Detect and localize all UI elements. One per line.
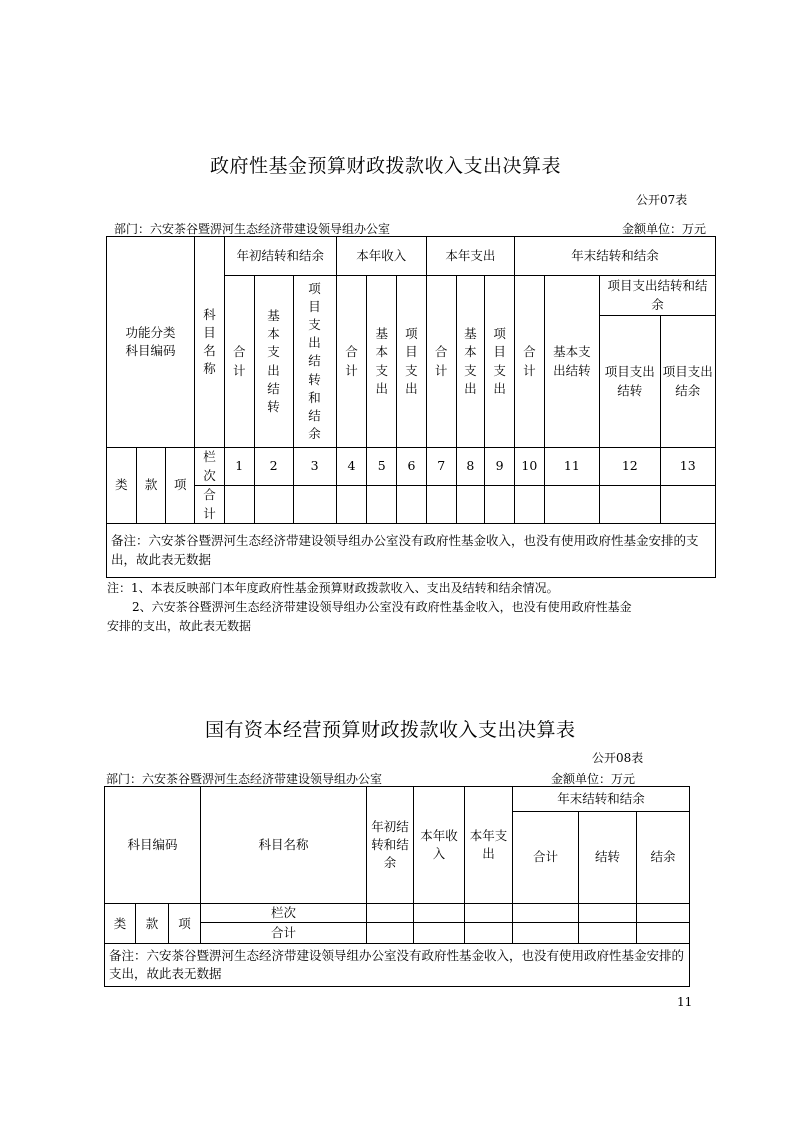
- heji-label: 合计: [201, 923, 367, 944]
- empty-cell: [579, 923, 637, 944]
- table08-remark: 备注：六安茶谷暨淠河生态经济带建设领导组办公室没有政府性基金收入，也没有使用政府性基金安排的支出，故此表无数据: [105, 944, 690, 987]
- empty-cell: [456, 486, 485, 524]
- column-number: 6: [397, 448, 427, 486]
- expense-total-header: 合计: [426, 276, 456, 448]
- column-number: 1: [224, 448, 254, 486]
- footnote-line-2: 2、六安茶谷暨淠河生态经济带建设领导组办公室没有政府性基金收入，也没有使用政府性基金: [132, 600, 632, 614]
- table07-grid: [106, 236, 716, 578]
- empty-cell: [254, 486, 293, 524]
- column-number: 10: [514, 448, 544, 486]
- empty-cell: [465, 904, 513, 923]
- column-number: 12: [600, 448, 660, 486]
- func-code-header: 功能分类科目编码: [107, 237, 195, 448]
- empty-cell: [293, 486, 336, 524]
- end-balance-header: 年末结转和结余: [513, 787, 690, 812]
- end-carry-header: 结转: [579, 812, 637, 904]
- empty-cell: [660, 486, 716, 524]
- income-header: 本年收入: [414, 787, 465, 904]
- empty-cell: [637, 923, 690, 944]
- empty-cell: [544, 486, 599, 524]
- table07-unit: 金额单位：万元: [622, 222, 707, 236]
- heji-label: 合计: [195, 486, 225, 524]
- table08-unit: 金额单位：万元: [551, 772, 636, 786]
- empty-cell: [579, 904, 637, 923]
- income-total-header: 合计: [336, 276, 367, 448]
- end-total-header: 合计: [513, 812, 579, 904]
- income-project-header: 项目支出: [397, 276, 427, 448]
- empty-cell: [465, 923, 513, 944]
- expense-header: 本年支出: [426, 237, 514, 276]
- empty-cell: [600, 486, 660, 524]
- begin-total-header: 合计: [224, 276, 254, 448]
- column-number: 2: [254, 448, 293, 486]
- table08-code: 公开08表: [592, 751, 644, 765]
- empty-cell: [367, 904, 414, 923]
- end-project-carry-header: 项目支出结转: [600, 316, 660, 448]
- end-project-group-header: 项目支出结转和结余: [600, 276, 716, 316]
- kuan-header: 款: [136, 904, 169, 944]
- expense-project-header: 项目支出: [485, 276, 515, 448]
- table08-grid: [104, 786, 690, 987]
- table07-remark: 备注：六安茶谷暨淠河生态经济带建设领导组办公室没有政府性基金收入，也没有使用政府性基金安排的支出，故此表无数据: [107, 524, 716, 578]
- end-project-balance-header: 项目支出结余: [660, 316, 716, 448]
- begin-balance-header: 年初结转和结余: [224, 237, 336, 276]
- income-basic-header: 基本支出: [367, 276, 397, 448]
- kuan-header: 款: [136, 448, 166, 524]
- empty-cell: [336, 486, 367, 524]
- column-number: 13: [660, 448, 716, 486]
- empty-cell: [426, 486, 456, 524]
- column-number: 4: [336, 448, 367, 486]
- begin-balance-header: 年初结转和结余: [367, 787, 414, 904]
- begin-project-header: 项目支出结转和结余: [293, 276, 336, 448]
- column-number: 9: [485, 448, 515, 486]
- lei-header: 类: [107, 448, 137, 524]
- xiang-header: 项: [169, 904, 201, 944]
- empty-cell: [513, 923, 579, 944]
- empty-cell: [485, 486, 515, 524]
- column-number: 11: [544, 448, 599, 486]
- subject-name-header: 科目名称: [201, 787, 367, 904]
- column-number: 8: [456, 448, 485, 486]
- expense-basic-header: 基本支出: [456, 276, 485, 448]
- column-number: 5: [367, 448, 397, 486]
- table08-title: 国有资本经营预算财政拨款收入支出决算表: [205, 719, 576, 741]
- end-basic-carry-header: 基本支出结转: [544, 276, 599, 448]
- lanci-label: 栏次: [201, 904, 367, 923]
- income-header: 本年收入: [336, 237, 426, 276]
- xiang-header: 项: [166, 448, 195, 524]
- end-balance-header: 年末结转和结余: [514, 237, 715, 276]
- table07-department: 部门：六安茶谷暨淠河生态经济带建设领导组办公室: [114, 222, 391, 236]
- lanci-label: 栏次: [195, 448, 225, 486]
- footnote-line-1: 注：1、本表反映部门本年度政府性基金预算财政拨款收入、支出及结转和结余情况。: [107, 581, 559, 595]
- column-number: 7: [426, 448, 456, 486]
- table07-title: 政府性基金预算财政拨款收入支出决算表: [210, 155, 562, 177]
- lei-header: 类: [105, 904, 136, 944]
- table07-code: 公开07表: [636, 193, 688, 207]
- empty-cell: [397, 486, 427, 524]
- empty-cell: [414, 904, 465, 923]
- begin-basic-carry-header: 基本支出结转: [254, 276, 293, 448]
- empty-cell: [414, 923, 465, 944]
- empty-cell: [514, 486, 544, 524]
- empty-cell: [224, 486, 254, 524]
- column-number: 3: [293, 448, 336, 486]
- subject-code-header: 科目编码: [105, 787, 201, 904]
- empty-cell: [367, 486, 397, 524]
- empty-cell: [513, 904, 579, 923]
- subject-name-header: 科目名称: [195, 237, 225, 448]
- end-total-header: 合计: [514, 276, 544, 448]
- expense-header: 本年支出: [465, 787, 513, 904]
- page-number: 11: [677, 995, 693, 1009]
- footnote-line-3: 安排的支出，故此表无数据: [107, 619, 252, 633]
- empty-cell: [637, 904, 690, 923]
- end-balance-col-header: 结余: [637, 812, 690, 904]
- table08-department: 部门：六安茶谷暨淠河生态经济带建设领导组办公室: [106, 772, 383, 786]
- empty-cell: [367, 923, 414, 944]
